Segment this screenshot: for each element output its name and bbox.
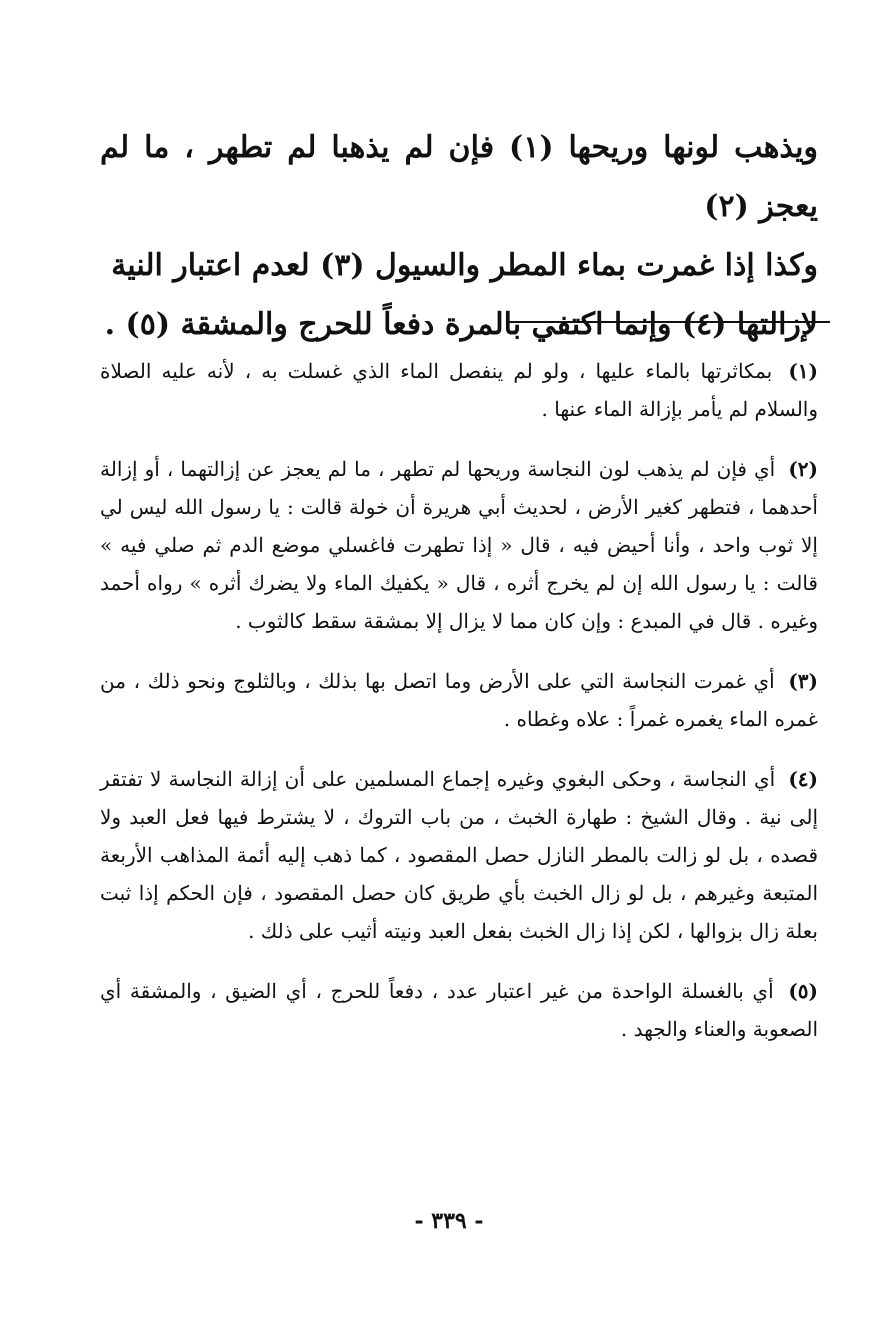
footnote-separator [508, 321, 830, 323]
main-text-line: لإزالتها (٤) وإنما اكتفي بالمرة دفعاً للحرج والمشقة (٥) . [104, 307, 818, 342]
main-text [100, 118, 818, 354]
footnote-number: (٤) [788, 767, 819, 791]
main-text-line: ويذهب لونها وريحها (١) فإن لم يذهبا لم تطهر ، ما لم يعجز (٢) [100, 130, 818, 224]
footnote-text: أي بالغسلة الواحدة من غير اعتبار عدد ، دفعاً للحرج ، أي الضيق ، والمشقة أي الصعوبة والعناء والجهد . [100, 979, 818, 1041]
footnote-number: (٣) [788, 669, 818, 693]
main-text-line: وكذا إذا غمرت بماء المطر والسيول (٣) لعدم اعتبار النية [111, 248, 818, 283]
footnote-number: (٥) [788, 979, 819, 1003]
page-number: - ٣٣٩ - [414, 1208, 484, 1234]
footnote-text: بمكاثرتها بالماء عليها ، ولو لم ينفصل الماء الذي غسلت به ، لأنه عليه الصلاة والسلام لم يأمر بإزالة الماء عنها . [100, 359, 818, 421]
footnote-4 [100, 760, 818, 950]
footnote-5 [100, 972, 818, 1048]
footnote-3 [100, 662, 818, 738]
footnote-2 [100, 450, 818, 640]
footnote-text: أي فإن لم يذهب لون النجاسة وريحها لم تطهر ، ما لم يعجز عن إزالتهما ، أو إزالة أحدهما ، فتطهر كغير الأرض ، لحديث أبي هريرة أن خولة قالت : يا رسول الله ليس لي إلا ثوب واحد ، وأنا أحيض فيه ، قال « إذا تطهرت فاغسلي موضع الدم ثم صلي فيه » قالت : يا رسول الله إن لم يخرج أثره ، قال « يكفيك الماء ولا يضرك أثره » رواه أحمد وغيره . قال في المبدع : وإن كان مما لا يزال إلا بمشقة سقط كالثوب . [100, 457, 818, 633]
footnote-number: (٢) [788, 457, 818, 481]
footnote-number: (١) [788, 359, 819, 383]
footnote-1 [100, 352, 818, 428]
footnote-text: أي النجاسة ، وحكى البغوي وغيره إجماع المسلمين على أن إزالة النجاسة لا تفتقر إلى نية . وقال الشيخ : طهارة الخبث ، من باب التروك ، لا يشترط فيها فعل العبد ولا قصده ، بل لو زالت بالمطر النازل حصل المقصود ، كما ذهب إليه أئمة المذاهب الأربعة المتبعة وغيرهم ، بل لو زال الخبث بأي طريق كان حصل المقصود ، فإن الحكم إذا ثبت بعلة زال بزوالها ، لكن إذا زال الخبث بفعل العبد ونيته أثيب على ذلك . [100, 767, 819, 943]
footnote-text: أي غمرت النجاسة التي على الأرض وما اتصل بها بذلك ، وبالثلوج ونحو ذلك ، من غمره الماء يغمره غمراً : علاه وغطاه . [100, 669, 818, 731]
footnotes [100, 352, 818, 1070]
